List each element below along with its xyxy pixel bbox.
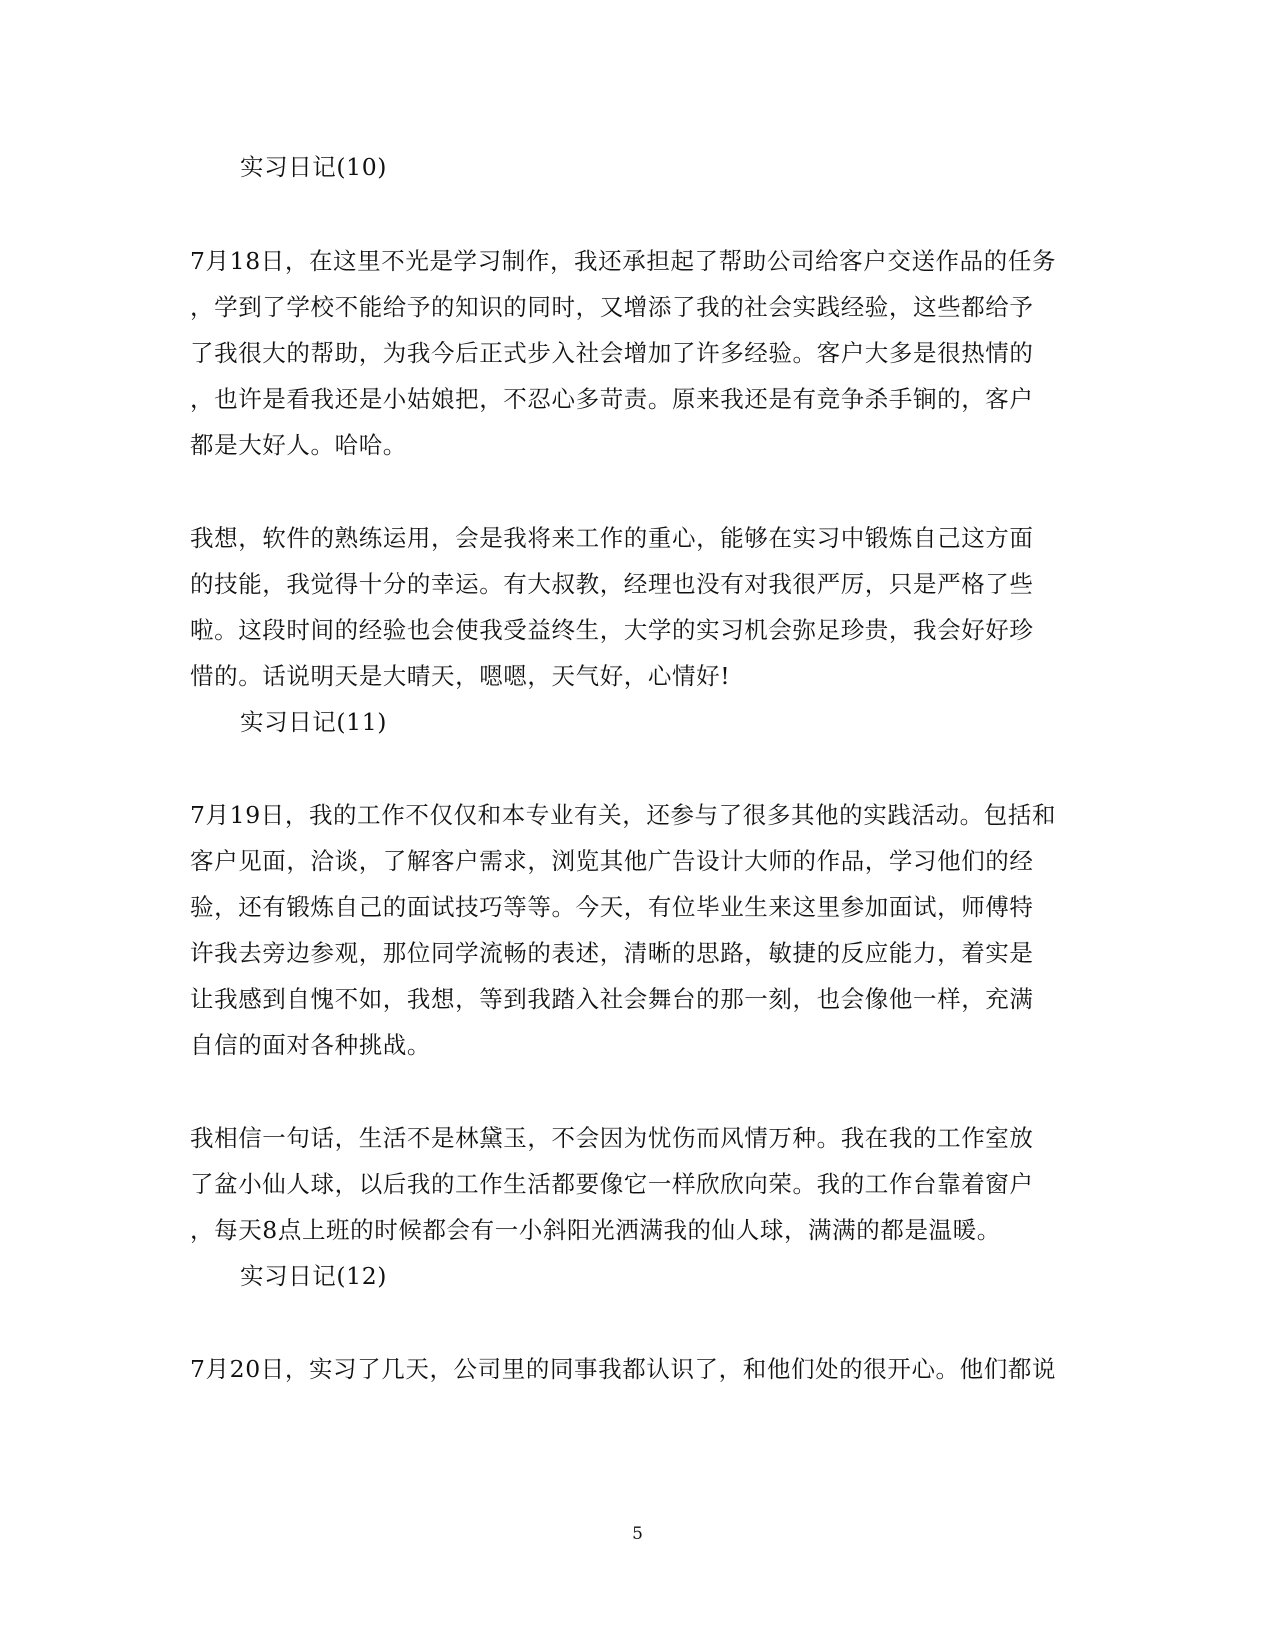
text-line: 客户见面，洽谈，了解客户需求，浏览其他广告设计大师的作品，学习他们的经	[190, 847, 1034, 875]
text-line: 7月19日，我的工作不仅仅和本专业有关，还参与了很多其他的实践活动。包括和	[190, 801, 1057, 829]
text-line: 7月20日，实习了几天，公司里的同事我都认识了，和他们处的很开心。他们都说	[190, 1355, 1057, 1383]
text-line: 验，还有锻炼自己的面试技巧等等。今天，有位毕业生来这里参加面试，师傅特	[190, 893, 1034, 921]
text-line: 我相信一句话，生活不是林黛玉，不会因为忧伤而风情万种。我在我的工作室放	[190, 1124, 1034, 1152]
text-line: 我想，软件的熟练运用，会是我将来工作的重心，能够在实习中锻炼自己这方面	[190, 524, 1034, 552]
text-line: 惜的。话说明天是大晴天，嗯嗯，天气好，心情好!	[190, 662, 731, 690]
page-number: 5	[632, 1524, 643, 1544]
entry-heading: 实习日记(11)	[240, 708, 388, 736]
text-line: ，每天8点上班的时候都会有一小斜阳光洒满我的仙人球，满满的都是温暖。	[190, 1216, 1001, 1244]
text-line: 许我去旁边参观，那位同学流畅的表述，清晰的思路，敏捷的反应能力，着实是	[190, 939, 1034, 967]
text-line: 了盆小仙人球，以后我的工作生活都要像它一样欣欣向荣。我的工作台靠着窗户	[190, 1170, 1034, 1198]
text-line: 的技能，我觉得十分的幸运。有大叔教，经理也没有对我很严厉，只是严格了些	[190, 570, 1034, 598]
entry-heading: 实习日记(10)	[240, 153, 388, 181]
text-line: 让我感到自愧不如，我想，等到我踏入社会舞台的那一刻，也会像他一样，充满	[190, 985, 1034, 1013]
text-line: 啦。这段时间的经验也会使我受益终生，大学的实习机会弥足珍贵，我会好好珍	[190, 616, 1034, 644]
text-line: 7月18日，在这里不光是学习制作，我还承担起了帮助公司给客户交送作品的任务	[190, 247, 1057, 275]
entry-heading: 实习日记(12)	[240, 1262, 388, 1290]
text-line: 都是大好人。哈哈。	[190, 431, 407, 459]
text-line: 自信的面对各种挑战。	[190, 1031, 431, 1059]
text-line: ，学到了学校不能给予的知识的同时，又增添了我的社会实践经验，这些都给予	[190, 293, 1034, 321]
text-line: ，也许是看我还是小姑娘把，不忍心多苛责。原来我还是有竞争杀手锏的，客户	[190, 385, 1034, 413]
text-line: 了我很大的帮助，为我今后正式步入社会增加了许多经验。客户大多是很热情的	[190, 339, 1034, 367]
